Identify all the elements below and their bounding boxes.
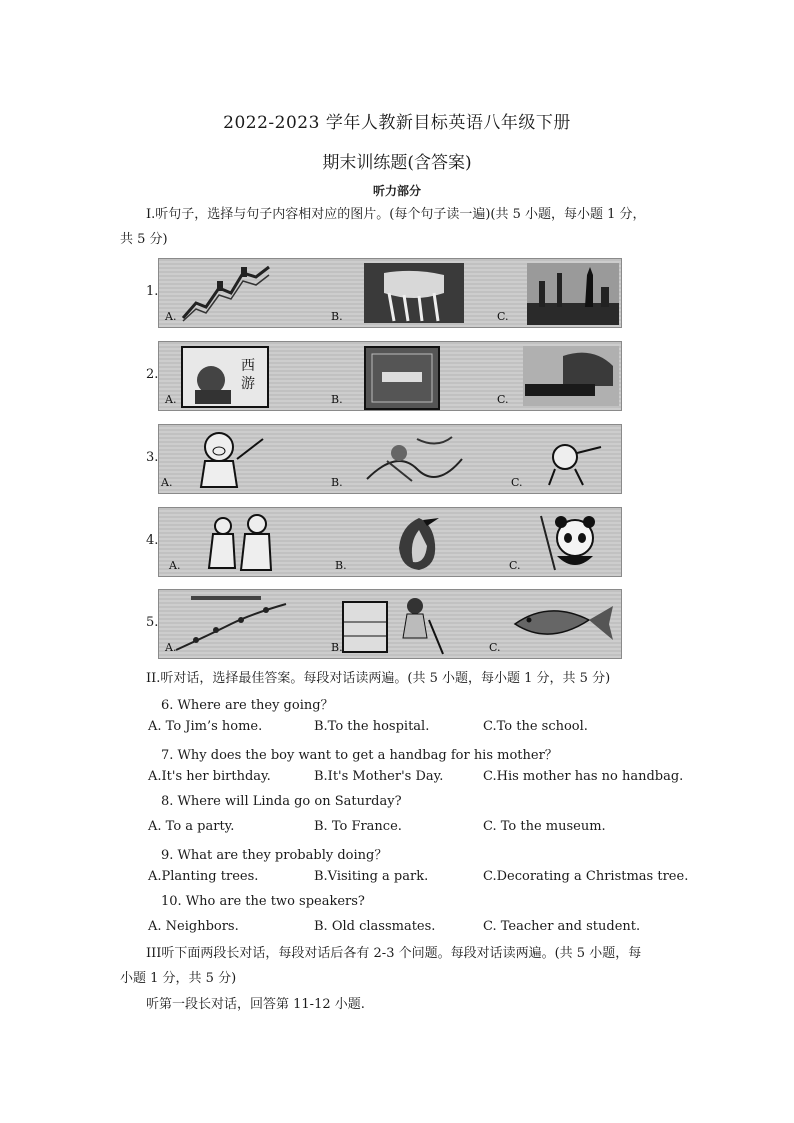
option-b: B.It's Mother's Day. [314, 769, 444, 784]
book-cover-icon [364, 346, 440, 410]
option-a: A.It's her birthday. [148, 769, 271, 784]
pig-cartoon-icon [189, 429, 269, 491]
picture-question-3 [0, 424, 794, 496]
option-b: B.Visiting a park. [314, 869, 429, 884]
question-9: 9. What are they probably doing？ [161, 848, 388, 863]
picture-question-2 [0, 341, 794, 413]
option-b: B. To France. [314, 819, 402, 834]
monkey-king-icon [357, 429, 467, 491]
penguin-icon [379, 512, 449, 574]
exam-subtitle: 期末训练题(含答案) [322, 153, 472, 173]
option-a: A. To Jim’s home. [148, 719, 263, 734]
option-c: C.His mother has no handbag. [483, 769, 684, 784]
plant-branch-icon [171, 594, 291, 656]
great-wall-icon [181, 263, 271, 323]
option-b: B. Old classmates. [314, 919, 436, 934]
option-a: A. Neighbors. [148, 919, 239, 934]
part1-instruction: I.听句子，选择与句子内容相对应的图片。(每个句子读一遍)(共 5 小题，每小题 1 分， 共 5 分) [120, 207, 646, 247]
question-number: 3. [146, 450, 159, 465]
question-6: 6. Where are they going？ [161, 698, 334, 713]
picture-strip: A. B. C. [158, 507, 622, 577]
option-b: B.To the hospital. [314, 719, 430, 734]
svg-text:西: 西 [241, 358, 255, 374]
panda-icon [535, 512, 611, 574]
cartoon-character-icon [537, 429, 607, 491]
picture-question-5 [0, 589, 794, 661]
picture-question-1 [0, 258, 794, 330]
option-a: A.Planting trees. [148, 869, 259, 884]
question-7: 7. Why does the boy want to get a handbag for his mother？ [161, 748, 558, 763]
picture-strip: A. B. C. [158, 258, 622, 328]
statue-of-liberty-icon [527, 263, 619, 325]
picture-strip: A. B. C. 西 游 [158, 341, 622, 411]
picture-question-4 [0, 507, 794, 579]
option-c: C.To the school. [483, 719, 588, 734]
fish-icon [509, 594, 617, 650]
question-number: 1. [146, 284, 159, 299]
question-8: 8. Where will Linda go on Saturday? [161, 794, 402, 809]
photo-banner-icon [523, 346, 619, 406]
option-c: C. Teacher and student. [483, 919, 641, 934]
part3-instruction: III听下面两段长对话，每段对话后各有 2-3 个问题。每段对话读两遍。(共 5 小题，每 小题 1 分，共 5 分) [120, 946, 642, 986]
question-10: 10. Who are the two speakers? [161, 894, 365, 909]
girl-cleaning-icon [339, 594, 449, 658]
picture-strip: A. B. C. [158, 424, 622, 494]
journey-to-west-book-icon [181, 346, 269, 408]
picture-strip: A. B. C. [158, 589, 622, 659]
section-title: 听力部分 [372, 184, 421, 198]
option-c: C.Decorating a Christmas tree. [483, 869, 689, 884]
option-a: A. To a party. [148, 819, 235, 834]
bears-icon [203, 512, 283, 574]
part3-sub-instruction: 听第一段长对话，回答第 11-12 小题. [146, 997, 365, 1012]
option-c: C. To the museum. [483, 819, 606, 834]
svg-text:游: 游 [241, 376, 255, 392]
question-number: 2. [146, 367, 159, 382]
exam-title: 2022-2023 学年人教新目标英语八年级下册 [223, 113, 571, 133]
question-number: 4. [146, 533, 159, 548]
question-number: 5. [146, 615, 159, 630]
part2-instruction: II.听对话，选择最佳答案。每段对话读两遍。(共 5 小题，每小题 1 分，共 5 分) [146, 671, 611, 686]
waterfall-icon [364, 263, 464, 323]
